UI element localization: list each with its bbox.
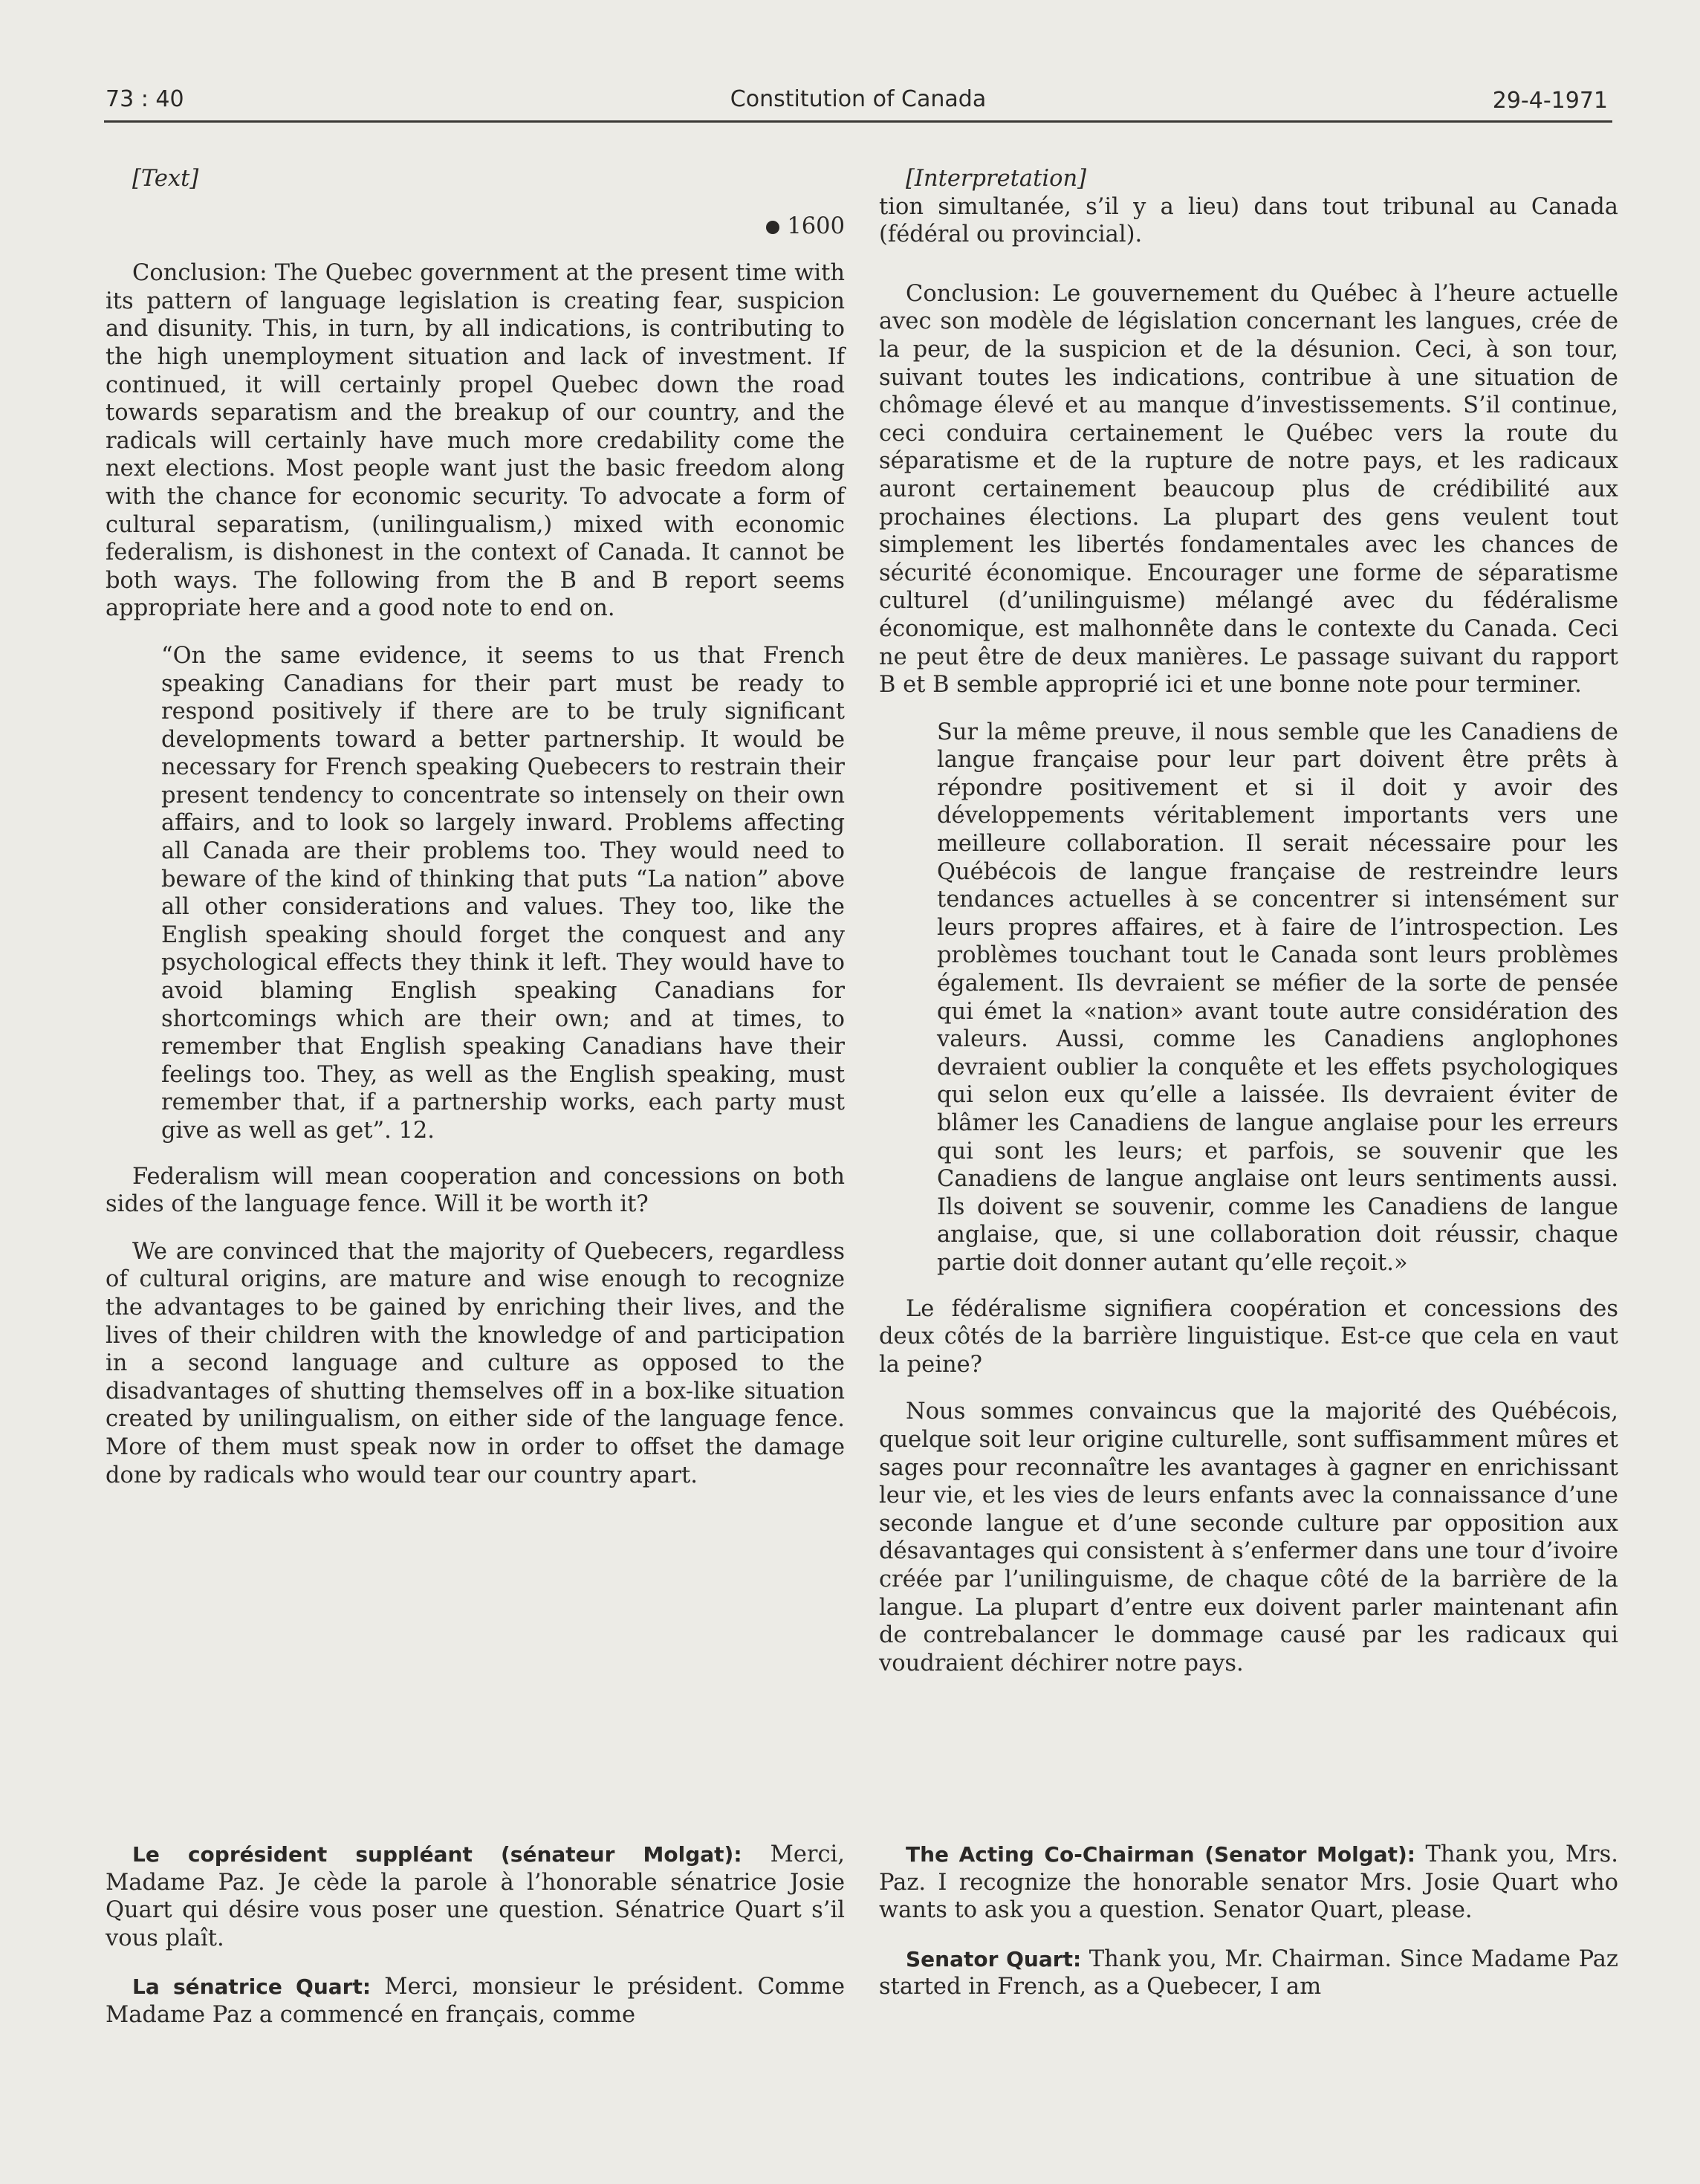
speaker-name: The Acting Co-Chairman (Senator Molgat):	[906, 1842, 1415, 1867]
dialog-english	[879, 1841, 1618, 2022]
column-tag-interpretation: [Interpretation]	[906, 166, 1086, 192]
column-tag-text: [Text]	[132, 166, 199, 192]
speech-text: Merci, Madame Paz. Je cède la parole à l’honorable sénatrice Josie Quart qui désire vous poser une question. Sénatrice Quart s’il vous plaît.	[106, 1841, 845, 1951]
bullet-icon	[766, 221, 779, 234]
speaker-name: Le coprésident suppléant (sénateur Molgat):	[132, 1842, 742, 1867]
publication-title: Constitution of Canada	[730, 86, 987, 112]
speaker-name: La sénatrice Quart:	[132, 1974, 372, 2000]
paragraph: Conclusion: The Quebec government at the present time with its pattern of language legislation is creating fear, suspicion and disunity. This, in turn, by all indications, is contributing to the high unemployment situation and lack of investment. If continued, it will certainly propel Quebec down the road towards separatism and the breakup of our country, and the radicals will certainly have much more credability come the next elections. Most people want just the basic freedom along with the chance for economic security. To advocate a form of cultural separatism, (unilingualism,) mixed with economic federalism, is dishonest in the context of Canada. It cannot be both ways. The following from the B and B report seems appropriate here and a good note to end on.	[106, 260, 845, 622]
page-header	[104, 85, 1612, 123]
paragraph: Conclusion: Le gouvernement du Québec à l’heure actuelle avec son modèle de législation concernant les langues, crée de la peur, de la suspicion et de la désunion. Ceci, à son tour, suivant toutes les indications, contribue à une situation de chômage élevé et au manque d’investissements. S’il continue, ceci conduira certainement le Québec vers la route du séparatisme et de la rupture de notre pays, et les radicaux auront certainement beaucoup plus de crédibilité aux prochaines élections. La plupart des gens veulent tout simplement les libertés fondamentales avec les chances de sécurité économique. Encourager une forme de séparatisme culturel (d’unilinguisme) mélangé avec du fédéralisme économique, est malhonnête dans le contexte du Canada. Ceci ne peut être de deux manières. Le passage suivant du rapport B et B semble approprié ici et une bonne note pour terminer.	[879, 280, 1618, 699]
paragraph: We are convinced that the majority of Quebecers, regardless of cultural origins, are mature and wise enough to recognize the advantages to be gained by enriching their lives, and the lives of their children with the knowledge of and participation in a second language and culture as opposed to the disadvantages of shutting themselves off in a box-like situation created by unilingualism, on either side of the language fence. More of them must speak now in order to offset the damage done by radicals who would tear our country apart.	[106, 1238, 845, 1488]
speaker-name: Senator Quart:	[906, 1946, 1082, 1971]
paragraph: Le fédéralisme signifiera coopération et concessions des deux côtés de la barrière linguistique. Est-ce que cela en vaut la peine?	[879, 1295, 1618, 1378]
english-column	[106, 165, 845, 1509]
time-stamp	[106, 213, 845, 241]
paragraph: Nous sommes convaincus que la majorité des Québécois, quelque soit leur origine culturelle, sont suffisamment mûres et sages pour reconnaître les avantages à gagner en enrichissant leur vie, et les vies de leurs enfants avec la connaissance d’une seconde langue et d’une seconde culture par opposition aux désavantages qui consistent à s’enfermer dans une tour d’ivoire créée par l’unilinguisme, de chaque côté de la barrière de la langue. La plupart d’entre eux doivent parler maintenant afin de contrebalancer le dommage causé par les radicaux qui voudraient déchirer notre pays.	[879, 1399, 1618, 1676]
speech-text: Thank you, Mr. Chairman. Since Madame Paz started in French, as a Quebecer, I am	[879, 1945, 1618, 2000]
block-quote: “On the same evidence, it seems to us that French speaking Canadians for their part must be ready to respond positively if there are to be truly significant developments toward a better partnership. It would be necessary for French speaking Quebecers to restrain their present tendency to concentrate so intensely on their own affairs, and to look so largely inward. Problems affecting all Canada are their problems too. They would need to beware of the kind of thinking that puts “La nation” above all other considerations and values. They too, like the English speaking should forget the conquest and any psychological effects they think it left. They would have to avoid blaming English speaking Canadians for shortcomings which are their own; and at times, to remember that English speaking Canadians have their feelings too. They, as well as the English speaking, must remember that, if a partnership works, each party must give as well as get”. 12.	[161, 642, 845, 1144]
dialog-french	[106, 1841, 845, 2050]
paragraph: tion simultanée, s’il y a lieu) dans tout tribunal au Canada (fédéral ou provincial).	[879, 193, 1618, 248]
dialog-entry	[106, 1973, 845, 2029]
dialog-entry	[879, 1841, 1618, 1925]
page-number: 73 : 40	[106, 86, 184, 112]
speech-text: Merci, monsieur le président. Comme Madame Paz a commencé en français, comme	[106, 1974, 845, 2028]
page-date: 29-4-1971	[1492, 88, 1608, 114]
dialog-entry	[879, 1945, 1618, 2001]
speech-text: Thank you, Mrs. Paz. I recognize the honorable senator Mrs. Josie Quart who wants to ask you a question. Senator Quart, please.	[879, 1841, 1618, 1924]
dialog-entry	[106, 1841, 845, 1952]
time-stamp-value: 1600	[787, 213, 845, 239]
block-quote: Sur la même preuve, il nous semble que les Canadiens de langue française pour leur part doivent être prêts à répondre positivement et si il doit y avoir des développements véritablement importants vers une meilleure collaboration. Il serait nécessaire pour les Québécois de langue française de restreindre leurs tendances actuelles à se concentrer si intensément sur leurs propres affaires, et à faire de l’introspection. Les problèmes touchant tout le Canada sont leurs problèmes également. Ils devraient se méfier de la sorte de pensée qui émet la «nation» avant toute autre considération des valeurs. Aussi, comme les Canadiens anglophones devraient oublier la conquête et les effets psychologiques qui selon eux qu’elle a laissée. Ils devraient éviter de blâmer les Canadiens de langue anglaise pour les erreurs qui sont les leurs; et parfois, se souvenir que les Canadiens de langue anglaise ont leurs sentiments aussi. Ils doivent se souvenir, comme les Canadiens de langue anglaise, que, si une collaboration doit réussir, chaque partie doit donner autant qu’elle reçoit.»	[937, 719, 1618, 1276]
paragraph: Federalism will mean cooperation and concessions on both sides of the language fence. Will it be worth it?	[106, 1163, 845, 1218]
french-column	[879, 165, 1618, 1697]
